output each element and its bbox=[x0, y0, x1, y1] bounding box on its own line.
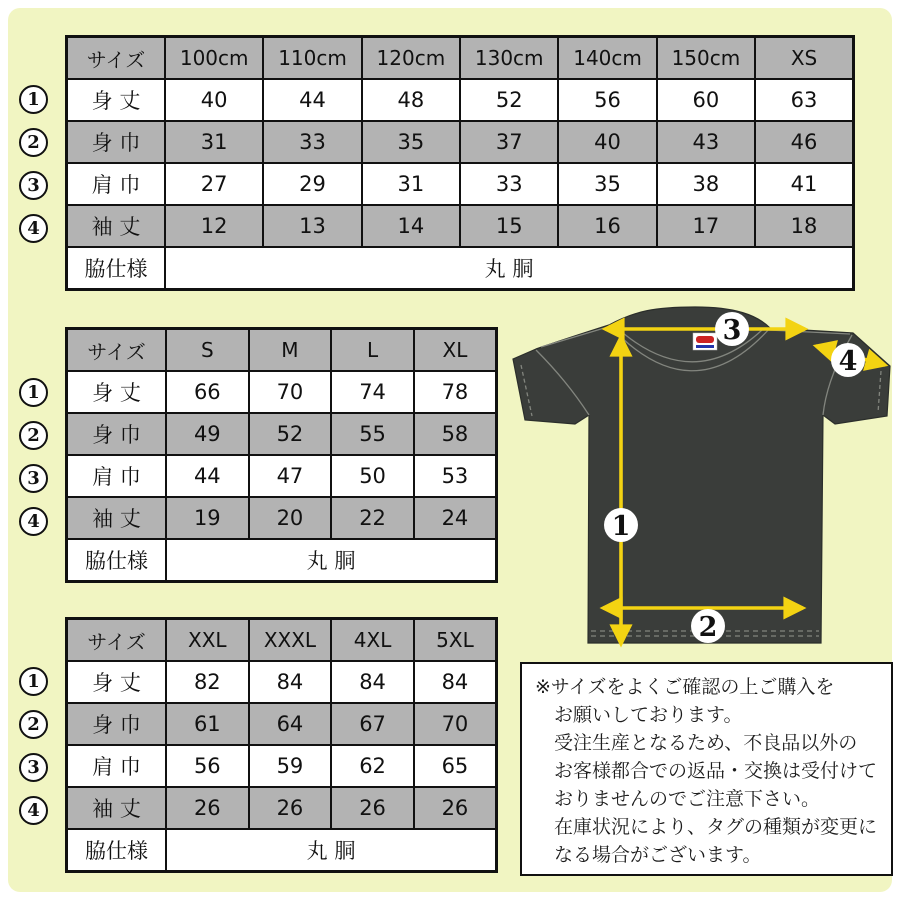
column-header: サイズ bbox=[67, 329, 167, 372]
row-number-badge: 3 bbox=[19, 464, 48, 493]
size-value: 16 bbox=[558, 205, 656, 247]
table-header-row bbox=[67, 619, 497, 662]
badge-3-number: 3 bbox=[722, 315, 742, 346]
notice-line: お客様都合での返品・交換は受付けて bbox=[554, 760, 878, 782]
column-header: XXL bbox=[166, 619, 249, 662]
size-value: 64 bbox=[249, 703, 332, 745]
tshirt-figure bbox=[505, 303, 900, 663]
row-number-badge: 2 bbox=[19, 710, 48, 739]
row-number-badge: 3 bbox=[19, 171, 48, 200]
table-footer-row bbox=[67, 829, 497, 872]
table-row bbox=[67, 661, 497, 703]
size-value: 55 bbox=[331, 413, 414, 455]
size-value: 13 bbox=[263, 205, 361, 247]
row-number-badge: 1 bbox=[19, 667, 48, 696]
row-label: 袖 丈 bbox=[67, 205, 166, 247]
size-value: 37 bbox=[460, 121, 558, 163]
notice-line: なる場合がございます。 bbox=[554, 844, 762, 866]
size-value: 20 bbox=[249, 497, 332, 539]
row-number-badge: 1 bbox=[19, 378, 48, 407]
row-label: 身 丈 bbox=[67, 661, 167, 703]
table-footer-row bbox=[67, 539, 497, 582]
row-label: 袖 丈 bbox=[67, 787, 167, 829]
row-label: 肩 巾 bbox=[67, 745, 167, 787]
notice-line: お願いしております。 bbox=[554, 704, 743, 726]
row-number-badge: 2 bbox=[19, 128, 48, 157]
size-value: 26 bbox=[331, 787, 414, 829]
neck-tag bbox=[693, 333, 717, 350]
size-value: 35 bbox=[558, 163, 656, 205]
size-value: 33 bbox=[263, 121, 361, 163]
column-header: 120cm bbox=[362, 37, 460, 80]
row-label: 身 丈 bbox=[67, 371, 167, 413]
size-value: 24 bbox=[414, 497, 497, 539]
row-number-badge: 3 bbox=[19, 753, 48, 782]
size-value: 31 bbox=[362, 163, 460, 205]
size-value: 67 bbox=[331, 703, 414, 745]
size-value: 48 bbox=[362, 79, 460, 121]
size-value: 46 bbox=[755, 121, 853, 163]
footer-value: 丸 胴 bbox=[166, 539, 497, 582]
footer-label: 脇仕様 bbox=[67, 539, 167, 582]
column-header: 140cm bbox=[558, 37, 656, 80]
size-value: 43 bbox=[657, 121, 755, 163]
size-value: 52 bbox=[460, 79, 558, 121]
size-value: 40 bbox=[165, 79, 263, 121]
badge-2-number: 2 bbox=[698, 612, 718, 643]
notice-line: 在庫状況により、タグの種類が変更に bbox=[554, 816, 878, 838]
size-value: 26 bbox=[249, 787, 332, 829]
size-value: 70 bbox=[414, 703, 497, 745]
row-number-badge: 2 bbox=[19, 421, 48, 450]
size-value: 52 bbox=[249, 413, 332, 455]
table-row bbox=[67, 745, 497, 787]
size-value: 26 bbox=[166, 787, 249, 829]
row-number-badge: 4 bbox=[19, 214, 48, 243]
size-value: 14 bbox=[362, 205, 460, 247]
column-header: 4XL bbox=[331, 619, 414, 662]
size-value: 49 bbox=[166, 413, 249, 455]
table-row bbox=[67, 497, 497, 539]
column-header: XL bbox=[414, 329, 497, 372]
size-value: 12 bbox=[165, 205, 263, 247]
column-header: 5XL bbox=[414, 619, 497, 662]
badge-4-number: 4 bbox=[838, 346, 858, 377]
size-value: 84 bbox=[249, 661, 332, 703]
column-header: 130cm bbox=[460, 37, 558, 80]
row-number-badge: 4 bbox=[19, 507, 48, 536]
table-footer-row bbox=[67, 247, 854, 290]
column-header: M bbox=[249, 329, 332, 372]
row-number-badge: 1 bbox=[19, 85, 48, 114]
row-label: 身 巾 bbox=[67, 703, 167, 745]
row-label: 身 巾 bbox=[67, 121, 166, 163]
size-value: 44 bbox=[263, 79, 361, 121]
table-header-row bbox=[67, 329, 497, 372]
size-value: 17 bbox=[657, 205, 755, 247]
size-value: 35 bbox=[362, 121, 460, 163]
size-value: 60 bbox=[657, 79, 755, 121]
size-value: 59 bbox=[249, 745, 332, 787]
column-header: 110cm bbox=[263, 37, 361, 80]
row-label: 身 巾 bbox=[67, 413, 167, 455]
footer-label: 脇仕様 bbox=[67, 829, 167, 872]
size-value: 22 bbox=[331, 497, 414, 539]
table-row bbox=[67, 787, 497, 829]
column-header: S bbox=[166, 329, 249, 372]
column-header: L bbox=[331, 329, 414, 372]
purchase-notice-box bbox=[520, 662, 893, 876]
table-row bbox=[67, 455, 497, 497]
table-row bbox=[67, 205, 854, 247]
row-label: 身 丈 bbox=[67, 79, 166, 121]
size-value: 40 bbox=[558, 121, 656, 163]
size-value: 82 bbox=[166, 661, 249, 703]
size-value: 58 bbox=[414, 413, 497, 455]
size-value: 66 bbox=[166, 371, 249, 413]
size-value: 78 bbox=[414, 371, 497, 413]
footer-value: 丸 胴 bbox=[165, 247, 854, 290]
size-value: 47 bbox=[249, 455, 332, 497]
notice-line: ※サイズをよくご確認の上ご購入を bbox=[535, 676, 835, 698]
column-header: サイズ bbox=[67, 619, 167, 662]
size-table-kids-xs bbox=[65, 35, 855, 291]
size-value: 33 bbox=[460, 163, 558, 205]
column-header: XXXL bbox=[249, 619, 332, 662]
size-value: 70 bbox=[249, 371, 332, 413]
size-value: 41 bbox=[755, 163, 853, 205]
size-value: 62 bbox=[331, 745, 414, 787]
size-value: 84 bbox=[331, 661, 414, 703]
column-header: 100cm bbox=[165, 37, 263, 80]
table-row bbox=[67, 121, 854, 163]
size-value: 44 bbox=[166, 455, 249, 497]
size-value: 65 bbox=[414, 745, 497, 787]
size-value: 50 bbox=[331, 455, 414, 497]
row-label: 袖 丈 bbox=[67, 497, 167, 539]
size-value: 53 bbox=[414, 455, 497, 497]
size-value: 31 bbox=[165, 121, 263, 163]
row-number-badge: 4 bbox=[19, 796, 48, 825]
table-row bbox=[67, 371, 497, 413]
table-row bbox=[67, 163, 854, 205]
column-header: 150cm bbox=[657, 37, 755, 80]
row-label: 肩 巾 bbox=[67, 163, 166, 205]
size-value: 56 bbox=[166, 745, 249, 787]
size-value: 74 bbox=[331, 371, 414, 413]
row-label: 肩 巾 bbox=[67, 455, 167, 497]
size-value: 18 bbox=[755, 205, 853, 247]
size-value: 84 bbox=[414, 661, 497, 703]
footer-value: 丸 胴 bbox=[166, 829, 497, 872]
size-value: 27 bbox=[165, 163, 263, 205]
notice-line: 受注生産となるため、不良品以外の bbox=[554, 732, 858, 754]
table-row bbox=[67, 703, 497, 745]
table-row bbox=[67, 413, 497, 455]
size-value: 38 bbox=[657, 163, 755, 205]
badge-1-number: 1 bbox=[611, 511, 631, 542]
column-header: XS bbox=[755, 37, 853, 80]
size-value: 29 bbox=[263, 163, 361, 205]
size-value: 19 bbox=[166, 497, 249, 539]
size-table-big bbox=[65, 617, 498, 873]
size-value: 56 bbox=[558, 79, 656, 121]
size-value: 15 bbox=[460, 205, 558, 247]
notice-line: おりませんのでご注意下さい。 bbox=[554, 788, 821, 810]
size-value: 63 bbox=[755, 79, 853, 121]
footer-label: 脇仕様 bbox=[67, 247, 166, 290]
column-header: サイズ bbox=[67, 37, 166, 80]
size-table-adult bbox=[65, 327, 498, 583]
size-value: 26 bbox=[414, 787, 497, 829]
size-value: 61 bbox=[166, 703, 249, 745]
tshirt-diagram bbox=[505, 303, 900, 663]
table-row bbox=[67, 79, 854, 121]
table-header-row bbox=[67, 37, 854, 80]
